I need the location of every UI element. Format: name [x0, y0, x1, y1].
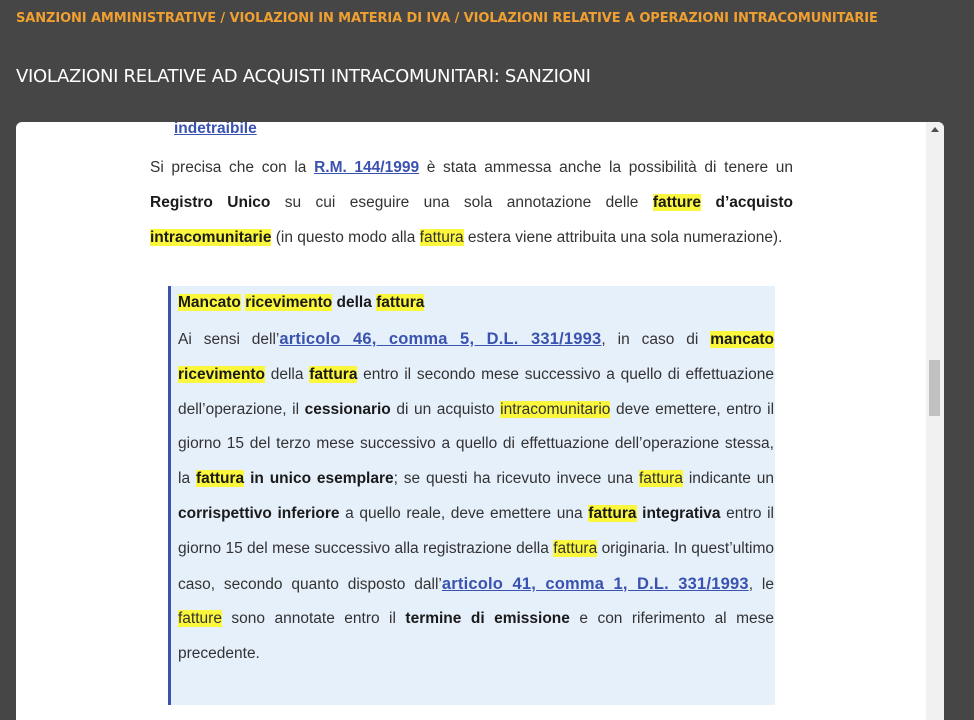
text: sono annotate entro il: [221, 610, 406, 628]
highlight-term: fattura: [639, 470, 683, 488]
scrollbar[interactable]: [926, 122, 944, 720]
bold-term: integrativa: [636, 504, 721, 522]
highlight-term: fattura: [195, 470, 245, 488]
link-rm-144-1999[interactable]: R.M. 144/1999: [314, 159, 420, 176]
highlight-term: fattura: [419, 229, 464, 246]
content-panel: [16, 122, 944, 720]
bold-term: d’acquisto: [701, 194, 793, 211]
bold-term: in unico esemplare: [244, 470, 394, 488]
text: a quello reale, deve emettere una: [339, 504, 589, 522]
text: entro il secondo mese successivo a quello di effettuazione dell’operazione, il: [178, 365, 774, 418]
text: di un acquisto: [390, 400, 501, 418]
highlight-term: fattura: [553, 539, 598, 557]
breadcrumb[interactable]: SANZIONI AMMINISTRATIVE / VIOLAZIONI IN MATERIA DI IVA / VIOLAZIONI RELATIVE A OPERAZIONI INTRACOMUNITARIE: [16, 11, 878, 26]
highlight-term: fatture: [652, 194, 702, 211]
paragraph-registro-unico: [150, 150, 793, 255]
text: della: [265, 365, 310, 383]
note-box-text: [178, 322, 774, 672]
text: Ai sensi dell’: [178, 331, 280, 348]
bold-term: Registro Unico: [150, 194, 271, 211]
scrollbar-thumb[interactable]: [929, 360, 940, 416]
text: su cui eseguire una sola annotazione delle: [270, 194, 653, 211]
text: Si precisa che con la: [150, 159, 315, 176]
highlight-term: mancato: [710, 331, 774, 348]
text: , in caso di: [601, 331, 711, 348]
highlight-term: ricevimento: [245, 294, 333, 311]
scroll-up-arrow-icon[interactable]: [931, 127, 939, 132]
highlight-term: fatture: [178, 610, 222, 628]
text: della: [332, 294, 377, 311]
text: deve emettere, entro il giorno 15 del terzo mese successivo a quello di effettuazione dell’operazione stessa, la: [178, 400, 775, 488]
link-articolo-46[interactable]: articolo 46, comma 5, D.L. 331/1993: [279, 330, 602, 348]
highlight-term: fattura: [376, 294, 425, 311]
highlight-term: fattura: [309, 365, 358, 383]
bold-term: cessionario: [304, 400, 391, 418]
link-articolo-41[interactable]: articolo 41, comma 1, D.L. 331/1993: [441, 574, 749, 593]
note-box-mancato-ricevimento: [168, 286, 775, 705]
note-box-title: [178, 290, 775, 316]
link-indetraibile[interactable]: indetraibile: [174, 122, 257, 137]
bold-term: termine di emissione: [405, 610, 570, 628]
text: ; se questi ha ricevuto invece una: [393, 470, 639, 488]
text: indicante un: [682, 470, 774, 488]
text: e con riferimento al mese precedente.: [178, 610, 774, 663]
text: entro il giorno 15 del mese successivo alla registrazione della: [178, 504, 774, 557]
text: , le: [748, 575, 774, 593]
bold-term: corrispettivo inferiore: [178, 504, 340, 522]
text: originaria. In quest’ultimo caso, secondo quanto disposto dall’: [178, 539, 774, 593]
page-title: VIOLAZIONI RELATIVE AD ACQUISTI INTRACOMUNITARI: SANZIONI: [16, 66, 591, 87]
highlight-term: intracomunitarie: [150, 229, 272, 246]
highlight-term: intracomunitario: [500, 400, 611, 418]
text: (in questo modo alla: [271, 229, 420, 246]
highlight-term: Mancato: [178, 294, 241, 311]
highlight-term: fattura: [588, 504, 637, 522]
highlight-term: ricevimento: [178, 365, 266, 383]
text: estera viene attribuita una sola numerazione).: [463, 229, 783, 246]
text: è stata ammessa anche la possibilità di tenere un: [419, 159, 793, 176]
